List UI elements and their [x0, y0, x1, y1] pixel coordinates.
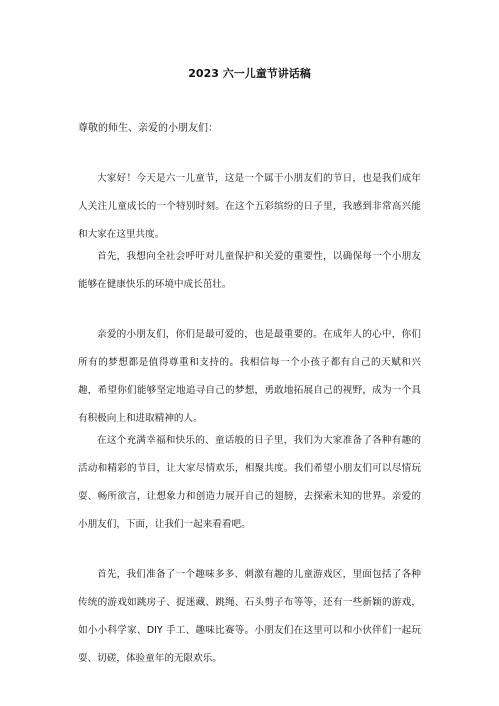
- salutation: 尊敬的师生、亲爱的小朋友们：: [78, 123, 218, 134]
- paragraph-2: 首先，我想向全社会呼吁对儿童保护和关爱的重要性，以确保每一个小朋友能够在健康快乐的环境中成长茁壮。: [78, 251, 421, 290]
- paragraph-1: 大家好！今天是六一儿童节，这是一个属于小朋友们的节日，也是我们成年人关注儿童成长的一个特别时刻。在这个五彩缤纷的日子里，我感到非常高兴能和大家在这里共度。: [78, 173, 421, 240]
- paragraph-4: 在这个充满幸福和快乐的、童话般的日子里，我们为大家准备了各种有趣的活动和精彩的节目，让大家尽情欢乐，相聚共度。我们希望小朋友们可以尽情玩耍、畅所欲言，让想象力和创造力展开自己的翅膀，去探索未知的世界。亲爱的小朋友们，下面，让我们一起来看看吧。: [78, 435, 421, 530]
- paragraph-5: 首先，我们准备了一个趣味多多、刺激有趣的儿童游戏区，里面包括了各种传统的游戏如跳房子、捉迷藏、跳绳、石头剪子布等等，还有一些新颖的游戏，如小小科学家、DIY 手工、趣味比赛等。小朋友们在这里可以和小伙伴们一起玩耍、切磋，体验童年的无限欢乐。: [78, 569, 421, 664]
- document-title: 2023 六一儿童节讲话稿: [188, 67, 311, 80]
- paragraph-3: 亲爱的小朋友们，你们是最可爱的，也是最重要的。在成年人的心中，你们所有的梦想都是值得尊重和支持的。我相信每一个小孩子都有自己的天赋和兴趣，希望你们能够坚定地追寻自己的梦想，勇敢地拓展自己的视野，成为一个具有积极向上和进取精神的人。: [78, 329, 421, 424]
